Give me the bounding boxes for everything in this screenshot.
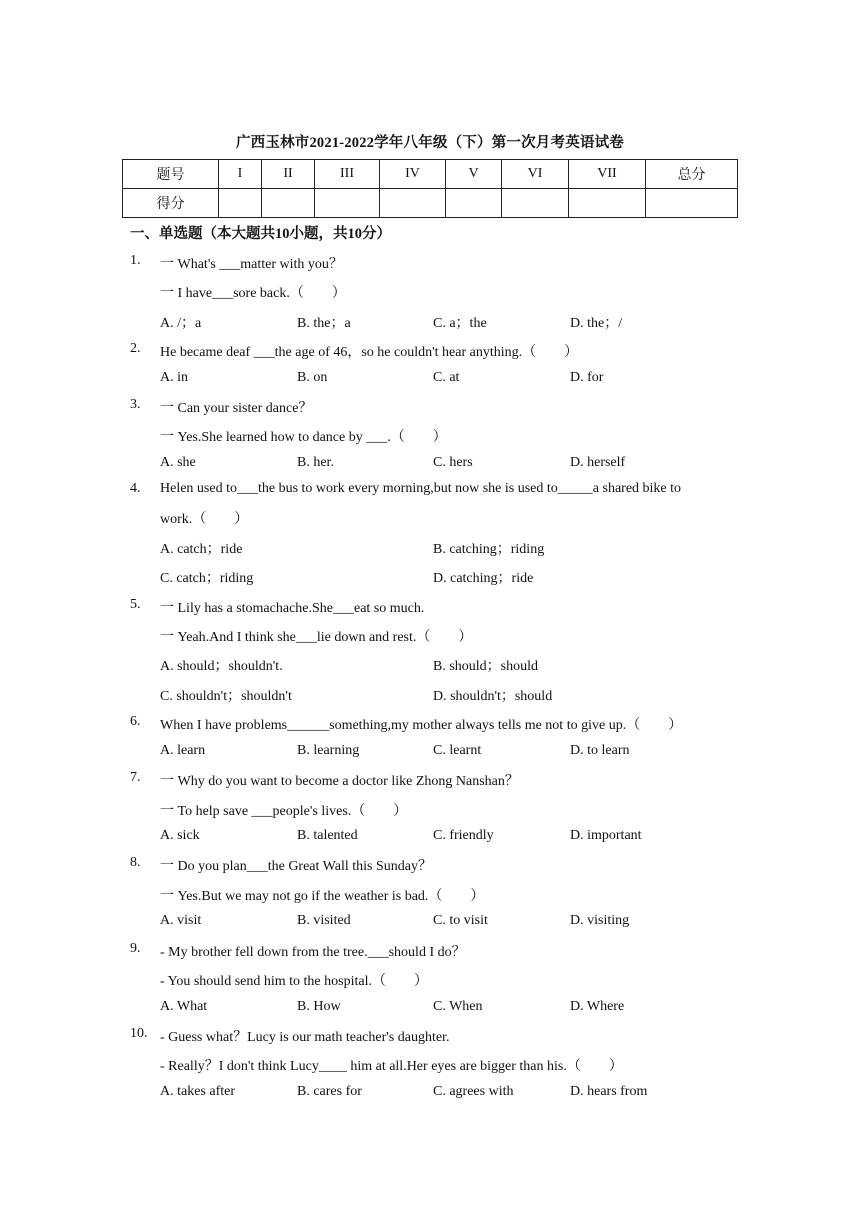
option-c: C. shouldn't；shouldn't xyxy=(160,689,292,704)
score-header-cell: IV xyxy=(380,160,446,189)
question-stem-line: When I have problems______something,my mother always tells me not to give up.（ ） xyxy=(160,718,683,733)
option-a: A. /；a xyxy=(160,316,202,331)
question-number: 6. xyxy=(130,714,141,729)
score-table xyxy=(122,159,738,218)
question-number: 2. xyxy=(130,341,141,356)
score-header-cell: II xyxy=(262,160,315,189)
option-c: C. catch；riding xyxy=(160,571,254,586)
option-c: C. hers xyxy=(433,455,473,470)
option-d: D. for xyxy=(570,370,604,385)
score-cell xyxy=(315,189,380,218)
score-header-cell: 题号 xyxy=(123,160,219,189)
option-b: B. her. xyxy=(297,455,334,470)
question-stem-line: 一 To help save ___people's lives.（ ） xyxy=(160,804,408,819)
option-c: C. to visit xyxy=(433,913,488,928)
option-a: A. sick xyxy=(160,828,200,843)
option-a: A. learn xyxy=(160,743,206,758)
question-number: 8. xyxy=(130,855,141,870)
score-cell xyxy=(569,189,646,218)
exam-title: 广西玉林市2021-2022学年八年级（下）第一次月考英语试卷 xyxy=(235,135,625,151)
question-number: 1. xyxy=(130,253,141,268)
question-stem-line: 一 What's ___matter with you？ xyxy=(160,257,343,272)
question-stem-line: 一 Yes.She learned how to dance by ___.（ ） xyxy=(160,430,447,445)
option-d: D. shouldn't；should xyxy=(433,689,553,704)
option-b: B. How xyxy=(297,999,341,1014)
question-stem-line: Helen used to___the bus to work every morning,but now she is used to_____a shared bike to xyxy=(160,481,682,496)
option-d: D. hears from xyxy=(570,1084,648,1099)
option-a: A. should；shouldn't. xyxy=(160,659,283,674)
score-header-cell: VII xyxy=(569,160,646,189)
question-stem-line: - My brother fell down from the tree.___should I do？ xyxy=(160,945,466,960)
score-table-score-row xyxy=(123,189,738,218)
question-stem-line: 一 Why do you want to become a doctor like Zhong Nanshan？ xyxy=(160,774,519,789)
option-c: C. learnt xyxy=(433,743,482,758)
question-stem-line: 一 Yes.But we may not go if the weather is bad.（ ） xyxy=(160,889,485,904)
option-a: A. catch；ride xyxy=(160,542,243,557)
question-stem-line: work.（ ） xyxy=(160,512,249,527)
option-a: A. What xyxy=(160,999,208,1014)
option-d: D. the；/ xyxy=(570,316,623,331)
question-stem-line: - Guess what？Lucy is our math teacher's daughter. xyxy=(160,1030,450,1045)
option-b: B. cares for xyxy=(297,1084,362,1099)
question-stem-line: 一 Lily has a stomachache.She___eat so much. xyxy=(160,601,425,616)
option-d: D. important xyxy=(570,828,642,843)
option-a: A. in xyxy=(160,370,188,385)
option-d: D. herself xyxy=(570,455,626,470)
option-c: C. at xyxy=(433,370,460,385)
score-cell xyxy=(219,189,262,218)
question-number: 3. xyxy=(130,397,141,412)
option-d: D. catching；ride xyxy=(433,571,534,586)
question-stem-line: 一 Yeah.And I think she___lie down and rest.（ ） xyxy=(160,630,473,645)
score-header-cell: I xyxy=(219,160,262,189)
option-c: C. agrees with xyxy=(433,1084,514,1099)
option-b: B. talented xyxy=(297,828,358,843)
question-number: 9. xyxy=(130,941,141,956)
option-d: D. to learn xyxy=(570,743,630,758)
question-number: 4. xyxy=(130,481,141,496)
score-cell xyxy=(380,189,446,218)
question-number: 10. xyxy=(130,1026,148,1041)
question-number: 7. xyxy=(130,770,141,785)
option-b: B. catching；riding xyxy=(433,542,545,557)
question-stem-line: - You should send him to the hospital.（ ） xyxy=(160,974,428,989)
option-a: A. takes after xyxy=(160,1084,236,1099)
question-number: 5. xyxy=(130,597,141,612)
option-b: B. on xyxy=(297,370,328,385)
score-header-cell: V xyxy=(446,160,502,189)
option-a: A. visit xyxy=(160,913,202,928)
score-table-header-row xyxy=(123,160,738,189)
option-a: A. she xyxy=(160,455,196,470)
score-cell xyxy=(646,189,738,218)
option-d: D. Where xyxy=(570,999,625,1014)
option-b: B. learning xyxy=(297,743,360,758)
option-c: C. a；the xyxy=(433,316,487,331)
option-c: C. friendly xyxy=(433,828,494,843)
score-header-cell: 总分 xyxy=(646,160,738,189)
option-c: C. When xyxy=(433,999,483,1014)
section-title: 一、单选题（本大题共10小题，共10分） xyxy=(130,226,391,242)
question-stem-line: 一 Can your sister dance？ xyxy=(160,401,313,416)
score-row-label: 得分 xyxy=(123,189,219,218)
option-b: B. visited xyxy=(297,913,351,928)
option-d: D. visiting xyxy=(570,913,630,928)
score-header-cell: III xyxy=(315,160,380,189)
score-cell xyxy=(502,189,569,218)
option-b: B. should；should xyxy=(433,659,539,674)
question-stem-line: 一 I have___sore back.（ ） xyxy=(160,286,346,301)
score-header-cell: VI xyxy=(502,160,569,189)
score-cell xyxy=(262,189,315,218)
option-b: B. the；a xyxy=(297,316,351,331)
question-stem-line: He became deaf ___the age of 46，so he couldn't hear anything.（ ） xyxy=(160,345,579,360)
score-cell xyxy=(446,189,502,218)
question-stem-line: - Really？I don't think Lucy____ him at all.Her eyes are bigger than his.（ ） xyxy=(160,1059,623,1074)
question-stem-line: 一 Do you plan___the Great Wall this Sunday？ xyxy=(160,859,432,874)
